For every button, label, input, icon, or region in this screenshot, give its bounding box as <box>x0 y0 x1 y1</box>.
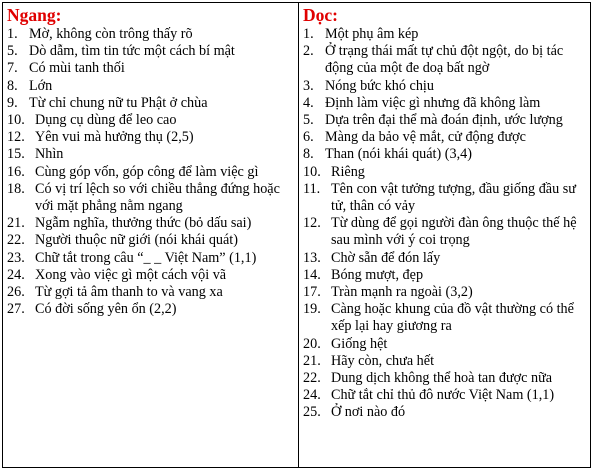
down-clue <box>303 336 586 353</box>
down-clue <box>303 181 586 215</box>
across-clue <box>7 78 294 95</box>
clue-number: 10. <box>303 163 321 180</box>
clue-number: 5. <box>303 112 314 129</box>
clue-number: 9. <box>7 94 18 111</box>
across-clue <box>7 181 294 215</box>
clue-text: Chữ tắt trong câu “_ _ Việt Nam” (1,1) <box>35 249 257 266</box>
clue-number: 8. <box>303 146 314 163</box>
clue-text: Nóng bức khó chịu <box>325 77 434 94</box>
clue-text: Ngẫm nghĩa, thưởng thức (bỏ dấu sai) <box>35 215 252 232</box>
clue-text: Giống hệt <box>331 335 388 352</box>
clue-number: 12. <box>7 129 25 146</box>
clue-text: Dụng cụ dùng để leo cao <box>35 112 177 129</box>
clue-number: 15. <box>7 146 25 163</box>
down-clue <box>303 146 586 163</box>
clue-text: Lớn <box>29 77 53 94</box>
clue-number: 10. <box>7 112 25 129</box>
clue-text: Định làm việc gì nhưng đã không làm <box>325 94 541 111</box>
clue-number: 6. <box>303 129 314 146</box>
clue-number: 21. <box>303 352 321 369</box>
clue-text: Từ gợi tả âm thanh to và vang xa <box>35 284 223 301</box>
clue-number: 1. <box>303 26 314 42</box>
clue-number: 21. <box>7 215 25 232</box>
clue-text: Màng da bảo vệ mắt, cử động được <box>325 129 526 146</box>
clue-number: 13. <box>303 249 321 266</box>
down-clue <box>303 95 586 112</box>
clue-number: 17. <box>303 284 321 301</box>
across-clue <box>7 164 294 181</box>
clue-number: 22. <box>7 232 25 249</box>
clue-number: 27. <box>7 301 25 318</box>
clue-number: 2. <box>303 43 314 60</box>
clue-number: 3. <box>303 77 314 94</box>
clue-text: Dò dẫm, tìm tin tức một cách bí mật <box>29 43 235 60</box>
clue-number: 1. <box>7 26 18 42</box>
clue-number: 11. <box>303 180 321 197</box>
across-clue <box>7 43 294 60</box>
clue-text: Cùng góp vốn, góp công để làm việc gì <box>35 163 259 180</box>
clue-number: 20. <box>303 335 321 352</box>
clue-text: Từ dùng để gọi người đàn ông thuộc thế hệ sau mình với ý coi trọng <box>331 215 577 249</box>
down-clue <box>303 301 586 335</box>
clue-text: Bóng mượt, đẹp <box>331 266 424 283</box>
clue-number: 4. <box>303 94 314 111</box>
clue-number: 16. <box>7 163 25 180</box>
clue-text: Riêng <box>331 163 365 180</box>
down-clue <box>303 215 586 249</box>
across-clue <box>7 26 294 43</box>
clue-text: Có đời sống yên ổn (2,2) <box>35 301 177 318</box>
across-clue <box>7 95 294 112</box>
across-clue <box>7 267 294 284</box>
down-clue <box>303 26 586 43</box>
clue-number: 5. <box>7 43 18 60</box>
across-clue <box>7 215 294 232</box>
down-heading: Dọc: <box>303 5 338 25</box>
across-clue <box>7 60 294 77</box>
clue-text: Càng hoặc khung của đồ vật thường có thể xếp lại hay giương ra <box>331 301 574 335</box>
clue-number: 12. <box>303 215 321 232</box>
clue-number: 18. <box>7 180 25 197</box>
across-clue <box>7 301 294 318</box>
clue-number: 23. <box>7 249 25 266</box>
clue-text: Tràn mạnh ra ngoài (3,2) <box>331 284 473 301</box>
across-clue <box>7 284 294 301</box>
down-clue <box>303 129 586 146</box>
down-clue <box>303 43 586 77</box>
down-clue <box>303 387 586 404</box>
clue-text: Tên con vật tưởng tượng, đầu giống đầu sư tử, thân có vảy <box>331 180 576 215</box>
clue-text: Chờ sẵn để đón lấy <box>331 249 441 266</box>
down-clue <box>303 404 586 421</box>
clue-text: Than (nói khái quát) (3,4) <box>325 146 472 163</box>
down-clue-list <box>303 26 586 422</box>
across-clue <box>7 232 294 249</box>
down-clue <box>303 164 586 181</box>
down-clue <box>303 370 586 387</box>
down-clue <box>303 250 586 267</box>
across-clue <box>7 250 294 267</box>
down-clue <box>303 267 586 284</box>
clue-number: 24. <box>7 266 25 283</box>
clue-text: Yên vui mà hưởng thụ (2,5) <box>35 129 194 146</box>
across-clue <box>7 129 294 146</box>
clue-number: 24. <box>303 387 321 404</box>
down-clue <box>303 353 586 370</box>
down-clue <box>303 284 586 301</box>
clue-text: Người thuộc nữ giới (nói khái quát) <box>35 232 238 249</box>
clue-text: Dung dịch không thể hoà tan được nữa <box>331 370 553 387</box>
clue-text: Từ chỉ chung nữ tu Phật ở chùa <box>29 94 208 111</box>
clue-text: Mờ, không còn trông thấy rõ <box>29 26 193 42</box>
clue-text: Chữ tắt chỉ thủ đô nước Việt Nam (1,1) <box>331 387 555 404</box>
clue-number: 19. <box>303 301 321 318</box>
clue-text: Có vị trí lệch so với chiều thẳng đứng hoặc với mặt phẳng nằm ngang <box>35 180 280 215</box>
clue-number: 26. <box>7 284 25 301</box>
clue-text: Nhìn <box>35 146 64 163</box>
clue-number: 14. <box>303 266 321 283</box>
clue-text: Ở trạng thái mất tự chủ đột ngột, do bị tác động của một đe doạ bất ngờ <box>325 43 564 77</box>
across-column <box>3 3 299 467</box>
clue-text: Một phụ âm kép <box>325 26 419 42</box>
clue-text: Ở nơi nào đó <box>331 404 406 421</box>
across-clue <box>7 112 294 129</box>
clue-number: 7. <box>7 60 18 77</box>
clue-table <box>2 2 591 468</box>
across-clue <box>7 146 294 163</box>
clue-text: Xong vào việc gì một cách vội vã <box>35 266 227 283</box>
clue-text: Dựa trên đại thể mà đoán định, ước lượng <box>325 112 563 129</box>
across-clue-list <box>7 26 294 318</box>
across-heading: Ngang: <box>7 5 62 25</box>
down-column <box>299 3 590 467</box>
clue-number: 22. <box>303 370 321 387</box>
down-clue <box>303 112 586 129</box>
down-clue <box>303 78 586 95</box>
clue-number: 25. <box>303 404 321 421</box>
clue-text: Hãy còn, chưa hết <box>331 352 435 369</box>
clue-text: Có mùi tanh thối <box>29 60 125 77</box>
clue-number: 8. <box>7 77 18 94</box>
